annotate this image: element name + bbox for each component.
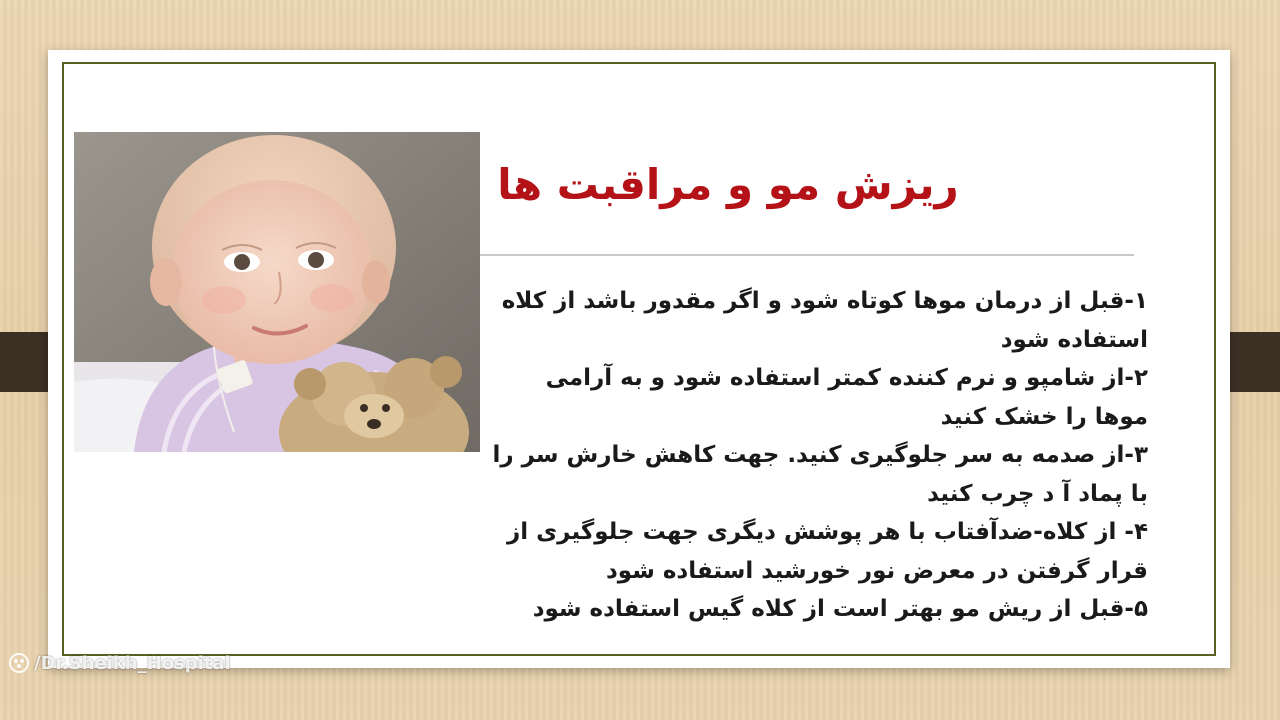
child-photo-illustration [74, 132, 480, 452]
care-instructions-list [488, 282, 1148, 629]
list-item: ۳-از صدمه به سر جلوگیری کنید. جهت کاهش خارش سر را با پماد آ د چرب کنید [492, 442, 1148, 507]
list-item: ۵-قبل از ریش مو بهتر است از کلاه گیس استفاده شود [532, 596, 1148, 622]
list-item: ۱-قبل از درمان موها کوتاه شود و اگر مقدور باشد از کلاه استفاده شود [501, 288, 1148, 353]
watermark-text: /Dr.Sheikh_Hospital [34, 652, 231, 674]
child-patient-photo [74, 132, 480, 452]
social-icon [8, 652, 30, 674]
slide [48, 50, 1230, 668]
title-divider [480, 254, 1134, 256]
watermark [8, 652, 231, 674]
list-item: ۲-از شامپو و نرم کننده کمتر استفاده شود و به آرامی موها را خشک کنید [545, 365, 1148, 430]
list-item: ۴- از کلاه-ضدآفتاب با هر پوشش دیگری جهت جلوگیری از قرار گرفتن در معرض نور خورشید استفاده شود [506, 519, 1148, 584]
slide-title: ریزش مو و مراقبت ها [497, 160, 959, 209]
